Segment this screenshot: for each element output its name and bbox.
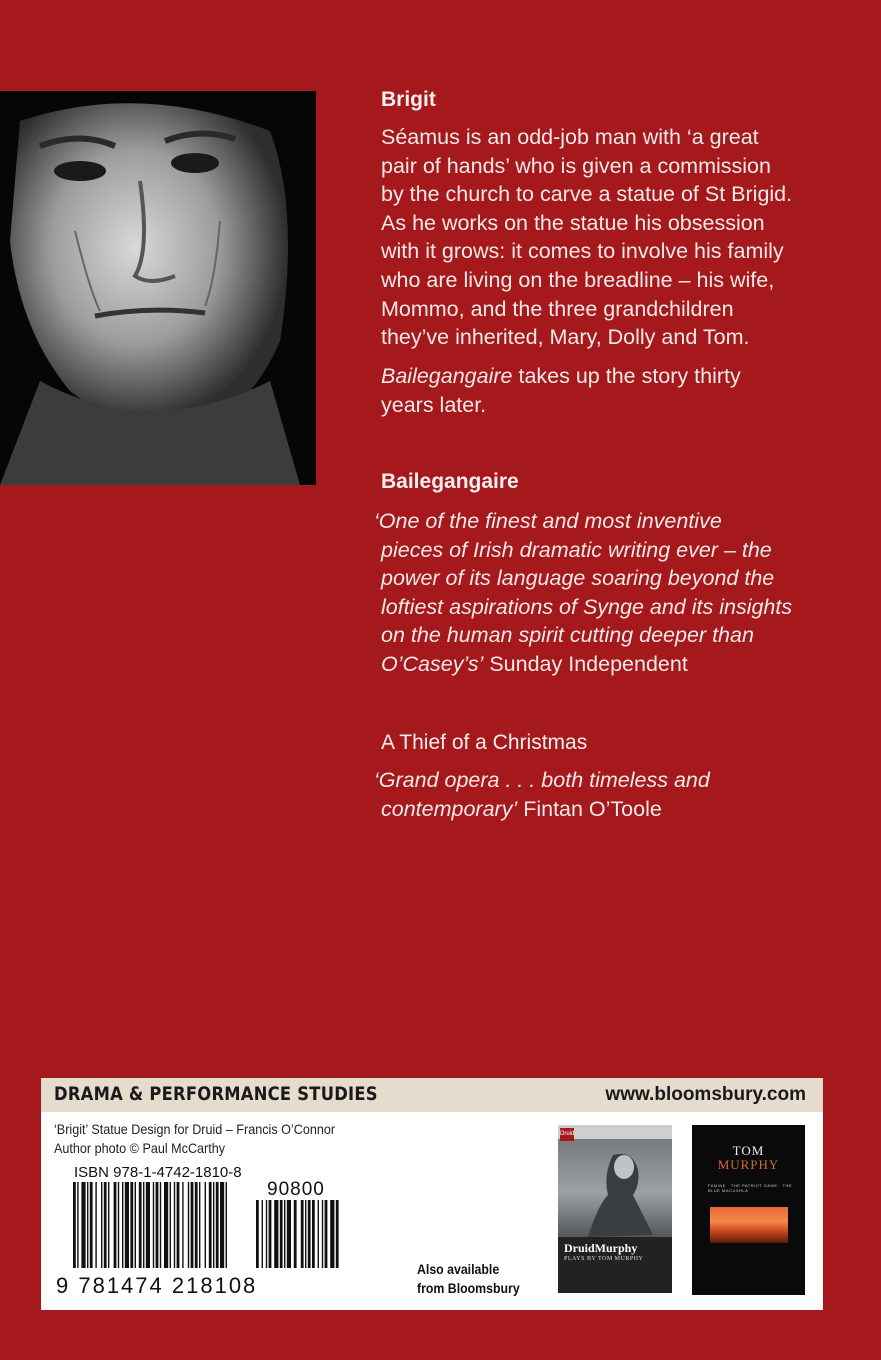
- barcode-bar: [164, 1182, 168, 1268]
- brigit-line: Mommo, and the three grandchildren: [381, 296, 734, 321]
- quote-source: Sunday Independent: [483, 651, 688, 676]
- barcode-bar: [77, 1182, 78, 1268]
- barcode-addon-bar: [294, 1200, 297, 1268]
- barcode-addon-digits: 90800: [267, 1179, 325, 1200]
- barcode-bar: [101, 1182, 102, 1268]
- also-available: [417, 1260, 520, 1298]
- isbn-label: ISBN 978-1-4742-1810-8: [74, 1164, 242, 1181]
- barcode-addon-bar: [269, 1200, 272, 1268]
- barcode-addon-bar: [336, 1200, 339, 1268]
- barcode-bar: [188, 1182, 189, 1268]
- barcode-bar: [216, 1182, 219, 1268]
- barcode-bar: [135, 1182, 136, 1268]
- book-cover-druidmurphy[interactable]: [558, 1125, 672, 1293]
- bailegangaire-heading: Bailegangaire: [381, 470, 519, 493]
- author-photo: [0, 91, 316, 485]
- barcode-bar: [153, 1182, 154, 1268]
- statue-credit: ‘Brigit’ Statue Design for Druid – Francis O’Connor: [54, 1121, 336, 1137]
- barcode-addon-bar: [322, 1200, 323, 1268]
- brigit-line: they’ve inherited, Mary, Dolly and Tom.: [381, 325, 750, 350]
- barcode-bar: [139, 1182, 142, 1268]
- barcode-bar: [160, 1182, 161, 1268]
- quote-last: O’Casey’s’: [381, 651, 484, 676]
- barcode-bar: [122, 1182, 123, 1268]
- barcode-addon-bar: [256, 1200, 259, 1268]
- also-line: from Bloomsbury: [417, 1280, 520, 1296]
- book2-contents: FAMINE · THE PATRIOT GAME · THE BLUE MACUSHLA: [708, 1183, 793, 1193]
- quote-line: [381, 795, 831, 824]
- barcode-digits: 9 781474 218108: [56, 1273, 258, 1298]
- barcode-addon-bar: [312, 1200, 315, 1268]
- brigit-line: who are living on the breadline – his wife,: [381, 267, 775, 292]
- book2-author-last: MURPHY: [717, 1157, 780, 1172]
- brigit-line: with it grows: it comes to involve his family: [381, 239, 784, 264]
- brigit-line: by the church to carve a statue of St Brigid.: [381, 182, 793, 207]
- barcode-bar: [125, 1182, 129, 1268]
- barcode-bar: [213, 1182, 214, 1268]
- barcode-addon-bar: [266, 1200, 267, 1268]
- brigit-line: Séamus is an odd-job man with ‘a great: [381, 125, 759, 149]
- barcode-addon-bar: [330, 1200, 334, 1268]
- series-bar: [41, 1078, 823, 1112]
- barcode-addon-bar: [287, 1200, 291, 1268]
- barcode-bar: [118, 1182, 119, 1268]
- brigit-line: As he works on the statue his obsession: [381, 210, 765, 235]
- barcode-bar: [174, 1182, 175, 1268]
- book2-author-first: TOM: [732, 1143, 765, 1158]
- barcode-addon-bar: [280, 1200, 283, 1268]
- barcode-addon-bar: [274, 1200, 278, 1268]
- followup-text: takes up the story thirty: [512, 364, 741, 388]
- quote-line: ‘One of the finest and most inventive: [374, 509, 722, 533]
- series-label: DRAMA & PERFORMANCE STUDIES: [54, 1083, 378, 1105]
- website-link[interactable]: www.bloomsbury.com: [605, 1084, 806, 1105]
- book1-subtitle: PLAYS BY TOM MURPHY: [564, 1256, 644, 1262]
- barcode-addon-bar: [301, 1200, 304, 1268]
- thief-quote: [374, 766, 831, 823]
- credits: [54, 1120, 335, 1158]
- barcode-bar: [191, 1182, 194, 1268]
- quote-line: [381, 650, 831, 679]
- barcode-bar: [95, 1182, 96, 1268]
- brigit-heading: Brigit: [381, 88, 436, 111]
- barcode-addon-bar: [325, 1200, 328, 1268]
- bailegangaire-section: [381, 470, 831, 494]
- druid-tag: Druid: [560, 1128, 574, 1141]
- barcode-bar: [199, 1182, 200, 1268]
- cover-illustration: [558, 1125, 672, 1293]
- book-cover-tom-murphy[interactable]: [692, 1125, 805, 1295]
- brigit-line: pair of hands’ who is given a commission: [381, 153, 771, 178]
- author-portrait-illustration: [0, 91, 316, 485]
- barcode-bar: [209, 1182, 212, 1268]
- quote-source: Fintan O’Toole: [517, 796, 662, 821]
- bailegangaire-quote: [374, 507, 831, 679]
- barcode-addon-bar: [308, 1200, 311, 1268]
- quote-line: pieces of Irish dramatic writing ever – the: [381, 537, 772, 562]
- barcode-bar: [177, 1182, 180, 1268]
- brigit-description: [381, 123, 831, 352]
- barcode-bar: [170, 1182, 171, 1268]
- barcode-addon-bar: [262, 1200, 263, 1268]
- quote-line: power of its language soaring beyond the: [381, 566, 775, 591]
- photo-credit: Author photo © Paul McCarthy: [54, 1140, 226, 1156]
- cover-artwork: [710, 1207, 788, 1243]
- barcode-addon-bar: [318, 1200, 319, 1268]
- barcode-bar: [90, 1182, 93, 1268]
- barcode-addon-bar: [284, 1200, 285, 1268]
- barcode-bar: [108, 1182, 109, 1268]
- footer-panel: [41, 1078, 823, 1310]
- barcode-addon-bar: [305, 1200, 306, 1268]
- book1-title: DruidMurphy: [564, 1241, 638, 1255]
- brigit-section: [381, 88, 831, 112]
- barcode-bar: [146, 1182, 150, 1268]
- barcode-bar: [114, 1182, 117, 1268]
- barcode-bar: [104, 1182, 107, 1268]
- also-line: Also available: [417, 1261, 500, 1277]
- thief-section: [381, 731, 831, 755]
- barcode-bar: [220, 1182, 224, 1268]
- barcode-bar: [143, 1182, 144, 1268]
- barcode-bar: [130, 1182, 133, 1268]
- barcode-bar: [205, 1182, 206, 1268]
- followup-line: years later.: [381, 392, 487, 417]
- barcode-bar: [226, 1182, 227, 1268]
- barcode-bar: [195, 1182, 198, 1268]
- barcode-bar: [81, 1182, 85, 1268]
- followup-line: [381, 362, 831, 391]
- barcode: [71, 1182, 346, 1274]
- quote-line: loftiest aspirations of Synge and its insights: [381, 594, 793, 619]
- quote-line: on the human spirit cutting deeper than: [381, 623, 754, 648]
- quote-line: ‘Grand opera . . . both timeless and: [374, 768, 710, 792]
- barcode-bar: [73, 1182, 76, 1268]
- thief-heading: A Thief of a Christmas: [381, 731, 588, 754]
- followup-title: Bailegangaire: [381, 364, 513, 388]
- quote-last: contemporary’: [381, 796, 518, 821]
- barcode-bar: [182, 1182, 183, 1268]
- barcode-bar: [156, 1182, 159, 1268]
- barcode-bar: [87, 1182, 88, 1268]
- brigit-followup: [381, 362, 831, 419]
